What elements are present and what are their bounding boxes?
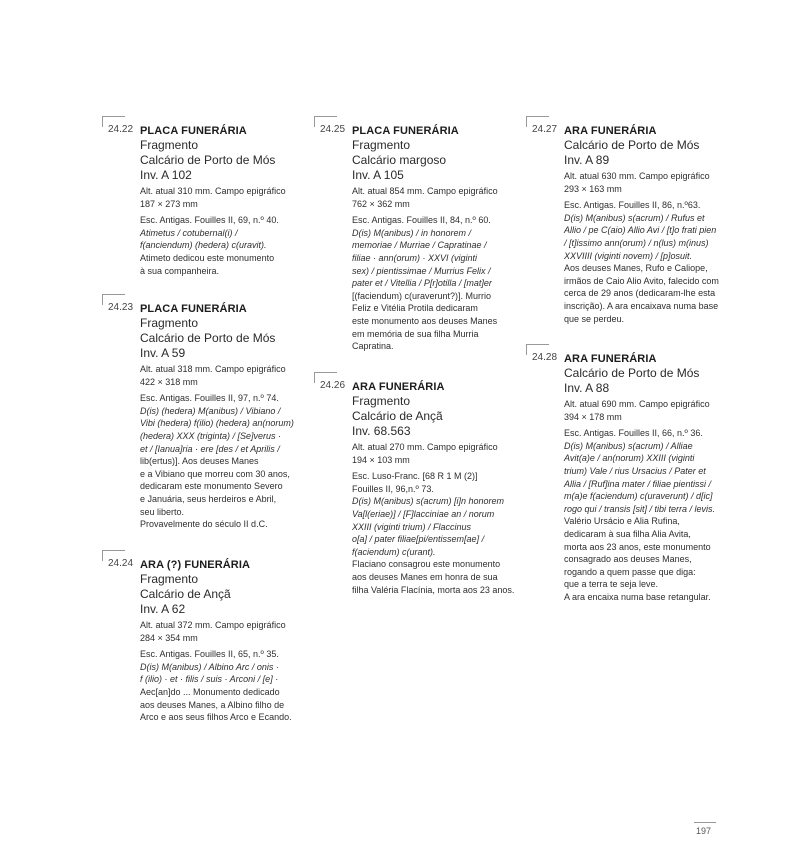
entry-dimensions: Alt. atual 854 mm. Campo epigráfico	[352, 186, 498, 196]
inscription-line: Vibi (hedera) f(ilio) (hedera) an(norum)	[140, 418, 294, 429]
description-line: dedicaram à sua filha Alia Avita,	[564, 528, 691, 539]
description-line: Capratina.	[352, 341, 394, 352]
entry-dimensions: 187 × 273 mm	[140, 198, 198, 209]
inscription-line: sex) / pientissimae / Murrius Felix /	[352, 265, 491, 276]
inscription-line: f(aciendum) c(urant).	[352, 546, 436, 557]
entry-body	[140, 124, 318, 277]
entry-title: ARA FUNERÁRIA	[564, 353, 657, 365]
inscription-line: filiae · ann(orum) · XXVI (viginti	[352, 252, 478, 263]
entry-number: 24.28	[532, 352, 558, 363]
entry-subtitle: Inv. A 102	[140, 168, 192, 182]
entry-dimensions: Alt. atual 372 mm. Campo epigráfico	[140, 620, 286, 630]
description-line: Aec[an]do ... Monumento dedicado	[140, 686, 280, 697]
inscription-line: D(is) M(anibus) s(acrum) / Rufus et	[564, 212, 705, 223]
entry-dimensions: 422 × 318 mm	[140, 376, 198, 387]
entry-number: 24.27	[532, 124, 558, 135]
description-line: Esc. Luso-Franc. [68 R 1 M (2)]	[352, 471, 478, 482]
inscription-line: (hedera) XXX (triginta) / [Se]verus ·	[140, 430, 282, 441]
entry-title: PLACA FUNERÁRIA	[140, 125, 247, 137]
inscription-line: Allia / [Ruf]ina mater / filiae pientissi /	[564, 478, 712, 489]
catalog-entry	[532, 124, 742, 325]
entry-title: ARA FUNERÁRIA	[564, 125, 657, 137]
description-line: filha Valéria Flacínia, morta aos 23 anos.	[352, 584, 515, 595]
entry-subtitle: Inv. A 59	[140, 346, 186, 360]
description-line: Esc. Antigas. Fouilles II, 86, n.º63.	[564, 200, 701, 211]
entry-subtitle: Calcário margoso	[352, 153, 447, 167]
description-line: aos deuses Manes, a Albino filho de	[140, 699, 285, 710]
description-line: Fouilles II, 96,n.º 73.	[352, 483, 434, 494]
description-line: A ara encaixa numa base retangular.	[564, 591, 711, 602]
inscription-line: pater et / Vitellia / P[r]otilla / [mat]er	[352, 278, 492, 289]
page-number-rule	[694, 822, 716, 823]
description-line: este monumento aos deuses Manes	[352, 315, 498, 326]
entry-body	[140, 302, 318, 531]
entry-dimensions: 293 × 163 mm	[564, 183, 622, 194]
entry-title: PLACA FUNERÁRIA	[140, 303, 247, 315]
entry-body	[352, 380, 530, 596]
entry-subtitle: Inv. 68.563	[352, 424, 411, 438]
entry-body	[352, 124, 530, 353]
description-line: dedicaram este monumento Severo	[140, 481, 283, 492]
description-line: morta aos 23 anos, este monumento	[564, 541, 711, 552]
inscription-line: Avit(a)e / an(norum) XXIII (viginti	[564, 453, 695, 464]
description-line: Esc. Antigas. Fouilles II, 66, n.º 36.	[564, 428, 703, 439]
inscription-line: D(is) M(anibus) / Albino Arc / onis ·	[140, 661, 279, 672]
inscription-line: Va[l(eriae)] / [F]lacciniae an / norum	[352, 508, 495, 519]
inscription-line: f(anciendum) (hedera) c(uravit).	[140, 240, 267, 251]
description-line: Feliz e Vitélia Protila dedicaram	[352, 303, 478, 314]
description-line: em memória de sua filha Murria	[352, 328, 479, 339]
entry-title: PLACA FUNERÁRIA	[352, 125, 459, 137]
entry-subtitle: Fragmento	[140, 138, 199, 152]
inscription-line: et / [Ianua]ria · ere [des / et Aprilis /	[140, 443, 280, 454]
description-line: Esc. Antigas. Fouilles II, 84, n.º 60.	[352, 215, 491, 226]
inscription-line: f (ilio) · et · filis / suis · Arconi / [e] ·	[140, 674, 279, 685]
entry-subtitle: Inv. A 62	[140, 602, 186, 616]
entry-subtitle: Inv. A 105	[352, 168, 404, 182]
entry-subtitle: Calcário de Porto de Mós	[564, 138, 700, 152]
inscription-line: rogo qui / transis [sit] / tibi terra / levis.	[564, 503, 716, 514]
description-line: Esc. Antigas. Fouilles II, 65, n.º 35.	[140, 649, 279, 660]
entry-number: 24.24	[108, 558, 134, 569]
catalog-entry	[108, 302, 318, 531]
inscription-line: D(is) M(anibus) / in honorem /	[352, 227, 472, 238]
description-line: lib(ertus)]. Aos deuses Manes	[140, 456, 259, 467]
entry-subtitle: Calcário de Ançã	[352, 409, 443, 423]
entry-number: 24.26	[320, 380, 346, 391]
inscription-line: Allio / pe C(aio) Allio Avi / [t]o frati pien	[564, 225, 717, 236]
entry-body	[564, 124, 742, 325]
entry-dimensions: 284 × 354 mm	[140, 632, 198, 643]
inscription-line: D(is) M(anibus) s(acrum) / Alliae	[564, 440, 693, 451]
description-line: rogando a quem passe que diga:	[564, 566, 696, 577]
catalog-entry	[320, 380, 530, 596]
entry-number: 24.25	[320, 124, 346, 135]
entry-subtitle: Calcário de Porto de Mós	[140, 331, 276, 345]
catalog-entry	[532, 352, 742, 604]
inscription-line: trium) Vale / rius Ursacius / Pater et	[564, 465, 706, 476]
description-line: Atimeto dedicou este monumento	[140, 252, 275, 263]
entry-dimensions: 194 × 103 mm	[352, 454, 410, 465]
description-line: e Januária, seus herdeiros e Abril,	[140, 493, 277, 504]
description-line: Aos deuses Manes, Rufo e Caliope,	[564, 263, 708, 274]
entry-dimensions: Alt. atual 310 mm. Campo epigráfico	[140, 186, 286, 196]
description-line: Flaciano consagrou este monumento	[352, 559, 501, 570]
entry-number: 24.22	[108, 124, 134, 135]
catalog-entry	[108, 124, 318, 277]
catalog-entry	[320, 124, 530, 353]
inscription-line: m(a)e f(aciendum) c(uraverunt) / d[ic]	[564, 491, 713, 502]
description-line: Provavelmente do século II d.C.	[140, 519, 268, 530]
inscription-line: o[a] / pater filiae[pi/entissem[ae] /	[352, 534, 485, 545]
description-line: inscrição). A ara encaixava numa base	[564, 300, 719, 311]
description-line: aos deuses Manes em honra de sua	[352, 571, 498, 582]
inscription-line: XXVIIII (viginti novem) / [p]osuit.	[564, 250, 693, 261]
entry-subtitle: Calcário de Ançã	[140, 587, 231, 601]
inscription-line: XXIII (viginti trium) / Flaccinus	[352, 521, 472, 532]
description-line: consagrado aos deuses Manes,	[564, 554, 692, 565]
entry-title: ARA FUNERÁRIA	[352, 381, 445, 393]
catalog-entry	[108, 558, 318, 724]
entry-subtitle: Fragmento	[140, 316, 199, 330]
inscription-line: D(is) M(anibus) s(acrum) [i]n honorem	[352, 496, 505, 507]
entry-subtitle: Inv. A 88	[564, 381, 610, 395]
inscription-line: / [t]issimo ann(orum) / n(lus) m(inus)	[564, 237, 709, 248]
description-line: seu liberto.	[140, 506, 185, 517]
inscription-line: memoriae / Murriae / Capratinae /	[352, 240, 487, 251]
description-line: irmãos de Caio Alio Avito, falecido com	[564, 275, 719, 286]
description-line: à sua companheira.	[140, 265, 220, 276]
page-number: 197	[696, 826, 712, 836]
description-line: Esc. Antigas. Fouilles II, 69, n.º 40.	[140, 215, 279, 226]
inscription-line: Atimetus / cotubernal(i) /	[140, 227, 238, 238]
entry-subtitle: Fragmento	[352, 394, 411, 408]
entry-dimensions: 394 × 178 mm	[564, 411, 622, 422]
entry-subtitle: Calcário de Porto de Mós	[140, 153, 276, 167]
entry-subtitle: Fragmento	[352, 138, 411, 152]
entry-body	[140, 558, 318, 724]
entry-subtitle: Inv. A 89	[564, 153, 610, 167]
entry-dimensions: Alt. atual 318 mm. Campo epigráfico	[140, 364, 286, 374]
description-line: cerca de 29 anos (dedicaram-lhe esta	[564, 288, 716, 299]
description-line: Esc. Antigas. Fouilles II, 97, n.º 74.	[140, 393, 279, 404]
entry-dimensions: 762 × 362 mm	[352, 198, 410, 209]
description-line: que a terra te seja leve.	[564, 579, 659, 590]
description-line: que se perdeu.	[564, 313, 625, 324]
entry-dimensions: Alt. atual 270 mm. Campo epigráfico	[352, 442, 498, 452]
description-line: Arco e aos seus filhos Arco e Ecando.	[140, 712, 292, 723]
entry-subtitle: Fragmento	[140, 572, 199, 586]
entry-dimensions: Alt. atual 630 mm. Campo epigráfico	[564, 171, 710, 181]
entry-subtitle: Calcário de Porto de Mós	[564, 366, 700, 380]
description-line: e a Vibiano que morreu com 30 anos,	[140, 468, 290, 479]
entry-body	[564, 352, 742, 604]
inscription-line: D(is) (hedera) M(anibus) / Vibiano /	[140, 405, 281, 416]
entry-dimensions: Alt. atual 690 mm. Campo epigráfico	[564, 399, 710, 409]
description-line: [(faciendum) c(uraverunt?)]. Murrio	[352, 290, 492, 301]
description-line: Valério Ursácio e Alia Rufina,	[564, 516, 680, 527]
entry-number: 24.23	[108, 302, 134, 313]
entry-title: ARA (?) FUNERÁRIA	[140, 559, 251, 571]
